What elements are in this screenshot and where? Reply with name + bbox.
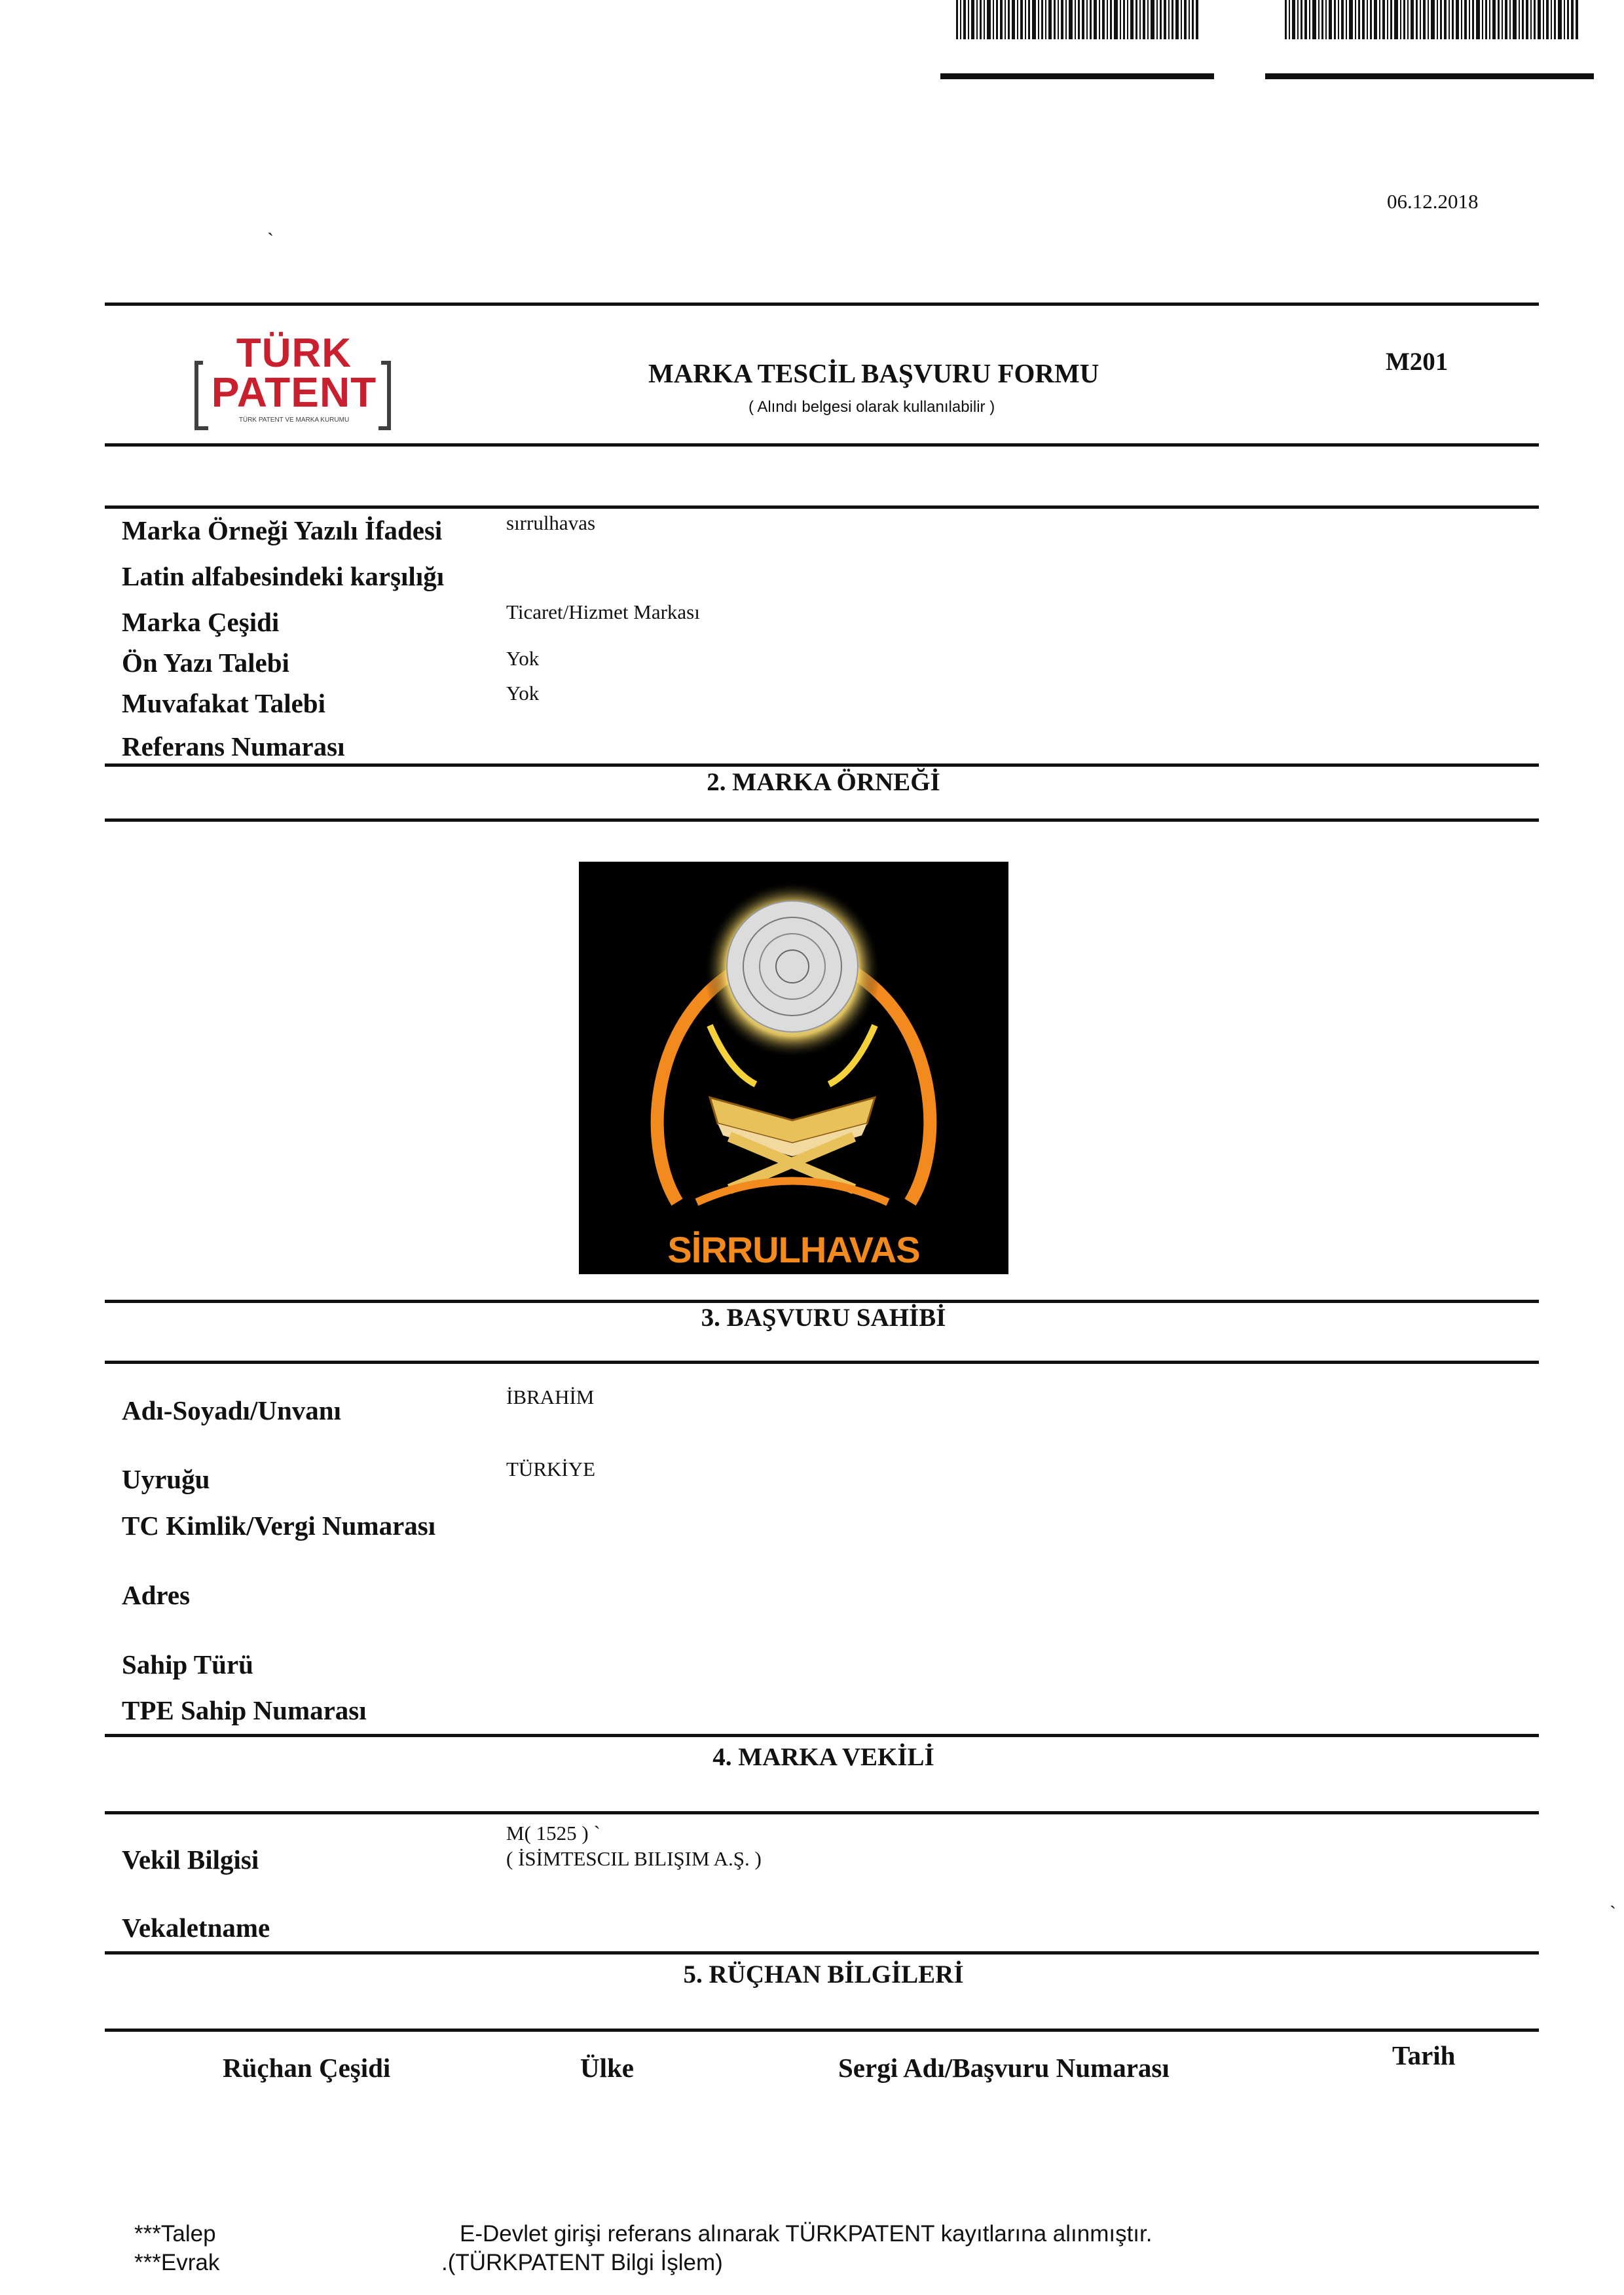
agent-info-label: Vekil Bilgisi — [122, 1845, 259, 1875]
section4-top-rule — [105, 1734, 1539, 1737]
written-label: Marka Örneği Yazılı İfadesi — [122, 515, 443, 545]
written-value: sırrulhavas — [506, 511, 596, 534]
prewritten-label: Ön Yazı Talebi — [122, 648, 289, 678]
section5-bottom-rule — [105, 2029, 1539, 2032]
footer-line2-end: .(TÜRKPATENT Bilgi İşlem) — [441, 2250, 723, 2275]
priority-country-header: Ülke — [580, 2053, 634, 2083]
stray-mark: ` — [267, 229, 274, 251]
turkpatent-logo — [194, 331, 394, 431]
applicant-name-label: Adı-Soyadı/Unvanı — [122, 1395, 341, 1425]
priority-date-header: Tarih — [1392, 2040, 1456, 2070]
barcode-right — [1285, 0, 1578, 39]
header-top-rule — [105, 303, 1539, 306]
consent-label: Muvafakat Talebi — [122, 688, 325, 718]
section5-top-rule — [105, 1951, 1539, 1955]
owner-type-label: Sahip Türü — [122, 1649, 253, 1680]
power-of-attorney-label: Vekaletname — [122, 1913, 270, 1943]
section2-title: 2. MARKA ÖRNEĞİ — [707, 768, 940, 796]
footer-line2-start: ***Evrak — [134, 2250, 220, 2275]
reference-label: Referans Numarası — [122, 731, 345, 762]
type-value: Ticaret/Hizmet Markası — [506, 600, 700, 623]
section4-title: 4. MARKA VEKİLİ — [712, 1743, 934, 1771]
logo-line2: PATENT — [211, 369, 377, 416]
header-bottom-rule — [105, 443, 1539, 447]
agent-info-line1: M( 1525 ) ` — [506, 1822, 600, 1845]
form-title: MARKA TESCİL BAŞVURU FORMU — [648, 358, 1099, 388]
document-date: 06.12.2018 — [1387, 190, 1479, 213]
barcode-left-underline — [940, 73, 1214, 79]
barcode-left — [956, 0, 1198, 39]
tpe-owner-number-label: TPE Sahip Numarası — [122, 1695, 367, 1725]
trademark-sample-image — [579, 862, 1008, 1274]
tc-number-label: TC Kimlik/Vergi Numarası — [122, 1511, 436, 1541]
prewritten-value: Yok — [506, 647, 540, 670]
priority-exhibition-header: Sergi Adı/Başvuru Numarası — [838, 2053, 1170, 2083]
section4-bottom-rule — [105, 1811, 1539, 1814]
section2-bottom-rule — [105, 818, 1539, 822]
section5-title: 5. RÜÇHAN BİLGİLERİ — [683, 1960, 964, 1989]
nationality-label: Uyruğu — [122, 1464, 210, 1494]
address-label: Adres — [122, 1580, 191, 1610]
info-top-rule — [105, 505, 1539, 509]
footer-line1-start: ***Talep — [134, 2221, 216, 2247]
logo-subtitle: TÜRK PATENT VE MARKA KURUMU — [238, 416, 350, 424]
section2-top-rule — [105, 763, 1539, 767]
nationality-value: TÜRKİYE — [506, 1458, 596, 1480]
applicant-name-value: İBRAHİM — [506, 1386, 595, 1408]
section3-title: 3. BAŞVURU SAHİBİ — [701, 1304, 946, 1332]
priority-type-header: Rüçhan Çeşidi — [223, 2053, 391, 2083]
section3-bottom-rule — [105, 1361, 1539, 1364]
latin-label: Latin alfabesindeki karşılığı — [122, 561, 445, 591]
stray-mark-right: ` — [1610, 1902, 1616, 1924]
form-subtitle: ( Alındı belgesi olarak kullanılabilir ) — [748, 398, 995, 416]
consent-value: Yok — [506, 682, 540, 705]
type-label: Marka Çeşidi — [122, 607, 280, 637]
logo-line1: TÜRK — [236, 331, 352, 376]
agent-info-line2: ( İSİMTESCIL BILIŞIM A.Ş. ) — [506, 1847, 762, 1870]
footer-line1-end: E-Devlet girişi referans alınarak TÜRKPATENT kayıtlarına alınmıştır. — [460, 2221, 1153, 2247]
trademark-sample-text: SİRRULHAVAS — [667, 1229, 920, 1270]
barcode-right-underline — [1265, 73, 1594, 79]
form-code: M201 — [1386, 348, 1449, 376]
